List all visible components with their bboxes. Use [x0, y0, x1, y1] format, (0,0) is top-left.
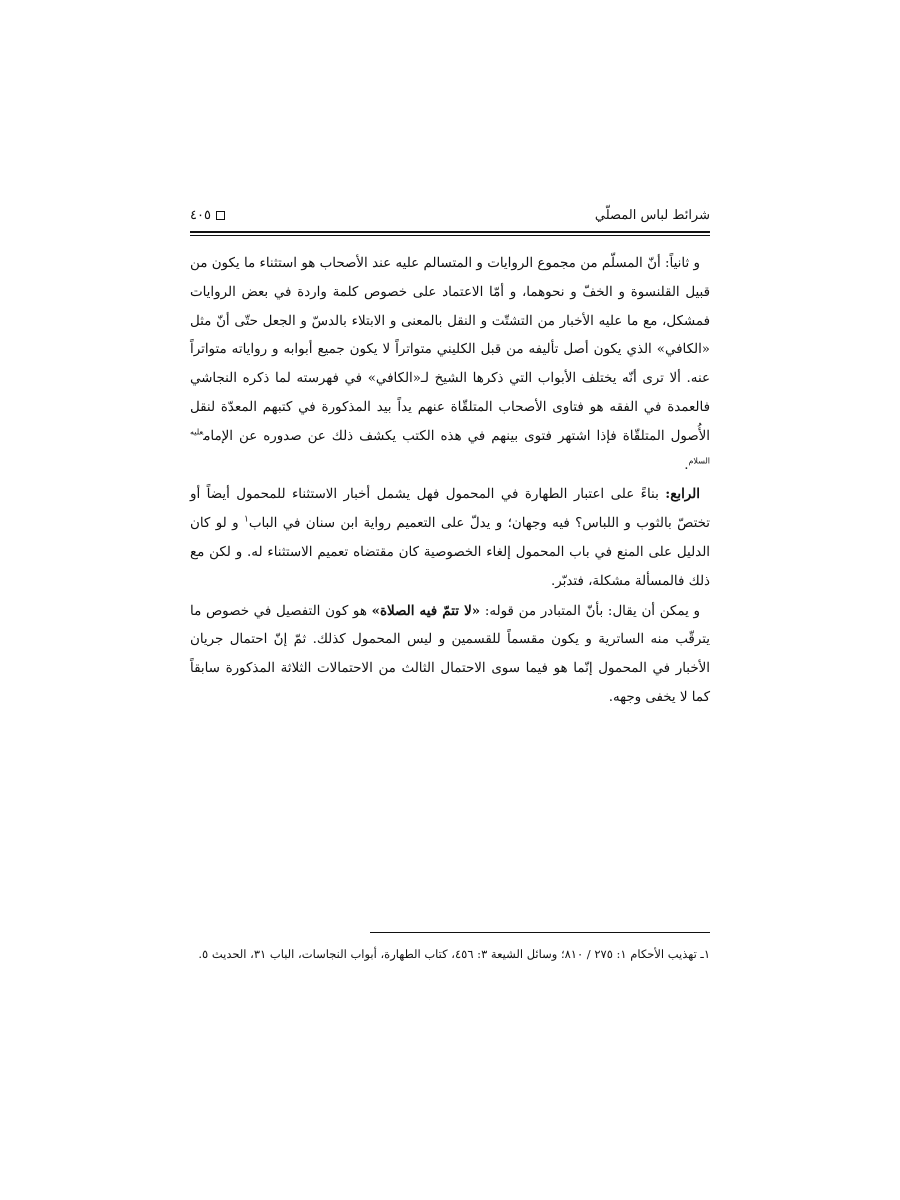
- body-text: [190, 250, 710, 713]
- paragraph-3-text-b: هو كون التفصيل في خصوص ما يترقّب منه الساترية و يكون مقسماً للقسمين و ليس المحمول كذلك. ثمّ إنّ احتمال جريان الأخبار في المحمول إنّما هو فيما سوى الاحتمال الثالث من الاحتمالات الثلاثة المذكورة سابقاً كما لا يخفى وجهه.: [190, 603, 710, 705]
- paragraph-2-lead: الرابع:: [665, 486, 700, 503]
- paragraph-3-text-a: و يمكن أن يقال: بأنّ المتبادر من قوله:: [480, 603, 700, 619]
- header-rule-thin: [190, 235, 710, 236]
- paragraph-1-text: و ثانياً: أنّ المسلّم من مجموع الروايات و المتسالم عليه عند الأصحاب هو استثناء ما يكون من قبيل القلنسوة و الخفّ و نحوهما، و أمّا الاعتماد على خصوص كلمة واردة في بعض الروايات فمشكل، مع ما عليه الأخبار من التشتّت و النقل بالمعنى و الابتلاء بالدسّ و الجعل حتّى أنّ مثل «الكافي» الذي يكون أصل تأليفه من قبل الكليني متواتراً لا يكون جميع أبوابه و رواياته متواتراً عنه. ألا ترى أنّه يختلف الأبواب التي ذكرها الشيخ لـ«الكافي» في فهرسته لما ذكره النجاشي فالعمدة في الفقه هو فتاوى الأصحاب المتلقّاة عنهم يداً بيد المذكورة في كتبهم المعدّة لنقل الأُصول المتلقّاة فإذا اشتهر فتوى بينهم في هذه الكتب يكشف ذلك عن صدوره عن الإمام: [190, 256, 710, 444]
- paragraph-1-end: .: [684, 457, 689, 473]
- page-number-group: [190, 208, 225, 223]
- footnote-1: ١ـ تهذيب الأحكام ١: ٢٧٥ / ٨١٠؛ وسائل الشيعة ٣: ٤٥٦، كتاب الطهارة، أبواب النجاسات، الباب ٣١، الحديث ٥.: [198, 947, 710, 961]
- paragraph-2-text-b: و لو كان الدليل على المنع في باب المحمول إلغاء الخصوصية كان مقتضاه تعميم الاستثناء له. و لكن مع ذلك فالمسألة مشكلة، فتدبّر.: [190, 516, 710, 589]
- footnotes: [190, 942, 710, 966]
- running-title: شرائط لباس المصلّي: [594, 207, 710, 223]
- paragraph-2: [190, 480, 710, 596]
- square-box-icon: [216, 211, 225, 220]
- paragraph-3: [190, 597, 710, 713]
- book-page: [190, 192, 710, 1052]
- running-header: [190, 202, 710, 228]
- paragraph-3-quote: «لا تتمّ فيه الصلاة»: [371, 602, 481, 619]
- honorific-glyph: عليه السلام: [190, 427, 710, 466]
- paragraph-1: [190, 250, 710, 480]
- paragraph-2-text-a: بناءً على اعتبار الطهارة في المحمول فهل يشمل أخبار الاستثناء للمحمول أيضاً أو تختصّ بالثوب و اللباس؟ فيه وجهان؛ و يدلّ على التعميم رواية ابن سنان في الباب: [190, 487, 710, 532]
- footnote-reference[interactable]: ١: [244, 514, 249, 525]
- header-rule-thick: [190, 231, 710, 233]
- page-number: ٤٠٥: [190, 207, 211, 223]
- footnote-rule: [370, 932, 710, 933]
